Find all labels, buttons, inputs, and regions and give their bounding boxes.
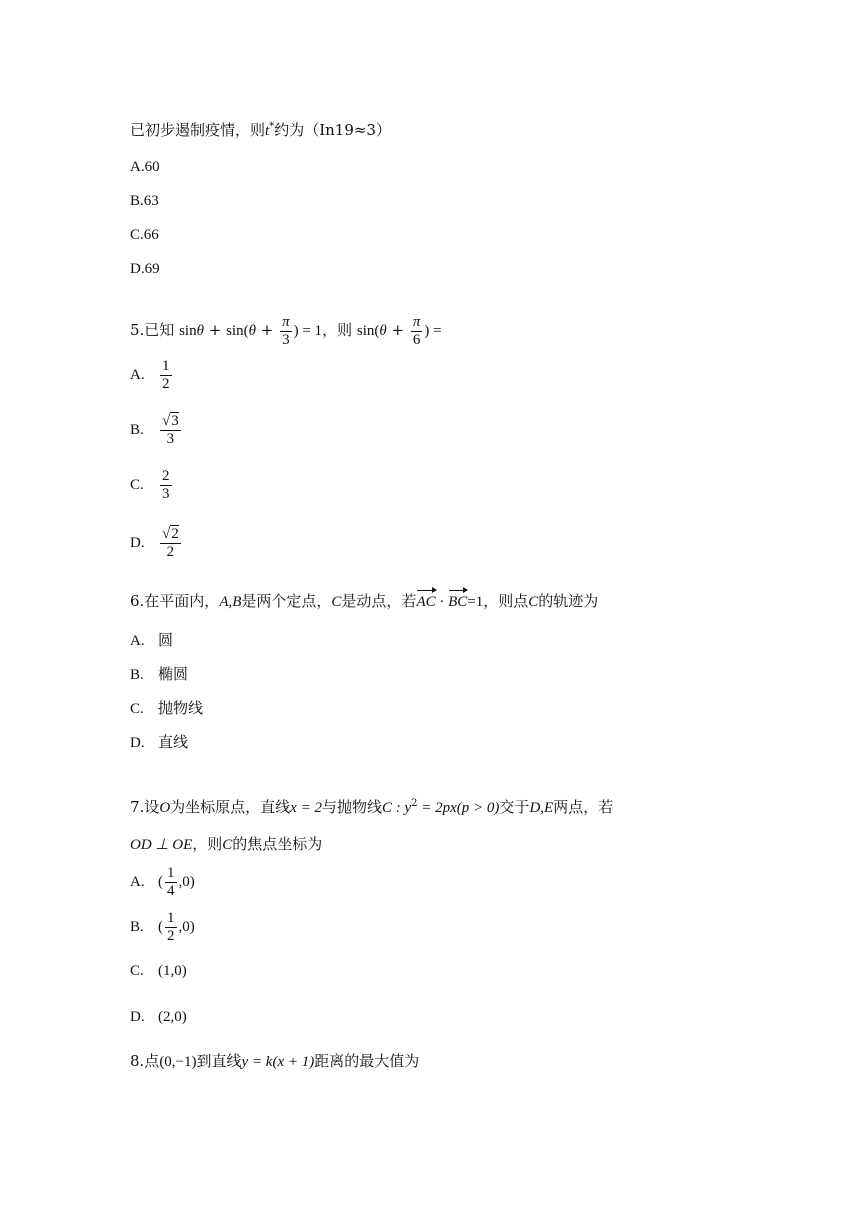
q6-option-b[interactable]: B. 椭圆 — [130, 667, 189, 683]
q7-option-a[interactable]: A. ( $\frac{1}{4}$ ,0) — [130, 865, 195, 900]
q4-option-d[interactable]: D.69 — [130, 261, 160, 277]
q6-option-a[interactable]: A. 圆 — [130, 633, 174, 649]
q4-option-c[interactable]: C.66 — [130, 227, 159, 243]
q5-option-c[interactable]: C. $\frac{2}{3}$ — [130, 468, 170, 503]
q5-option-a[interactable]: A. $\frac{1}{2}$ — [130, 358, 170, 393]
q4-stem: 已初步遏制疫情，则t*约为（In19≈3） — [130, 121, 391, 139]
q6-option-c[interactable]: C. 抛物线 — [130, 701, 204, 717]
q4-option-b[interactable]: B.63 — [130, 193, 159, 209]
var-t: t — [265, 123, 270, 139]
q6-stem: 6.在平面内，A,B是两个定点，C是动点，若AC · BC=1，则点C的轨迹为 — [130, 592, 599, 610]
q8-stem: 8.点(0,−1)到直线y = k(x + 1)距离的最大值为 — [130, 1052, 420, 1070]
q7-option-d[interactable]: D. (2,0) — [130, 1009, 187, 1025]
q5-option-b[interactable]: B. $\frac{√3}{3}$ — [130, 413, 179, 448]
frac-pi-3: $\frac{\pi}{3}$ — [282, 313, 290, 348]
q7-stem-line1: 7.设O为坐标原点，直线x = 2与抛物线C : $y^2 = 2px(p > 0)$交于D,E两点，若 — [130, 798, 614, 816]
q7-option-c[interactable]: C. (1,0) — [130, 963, 187, 979]
q7-stem-line2: OD ⊥ OE，则C的焦点坐标为 — [130, 835, 323, 853]
frac-pi-6: $\frac{\pi}{6}$ — [412, 313, 421, 348]
q5-stem: 5.已知 sinθ + sin(θ + $\frac{\pi}{3}$ ) = 1，则 sin(θ + $\frac{\pi}{6}$ ) = — [130, 313, 442, 348]
q7-option-b[interactable]: B. ( $\frac{1}{2}$ ,0) — [130, 910, 195, 945]
q5-option-d[interactable]: D. $\frac{√2}{2}$ — [130, 526, 179, 561]
q4-option-a[interactable]: A.60 — [130, 159, 160, 175]
q6-option-d[interactable]: D. 直线 — [130, 735, 189, 751]
